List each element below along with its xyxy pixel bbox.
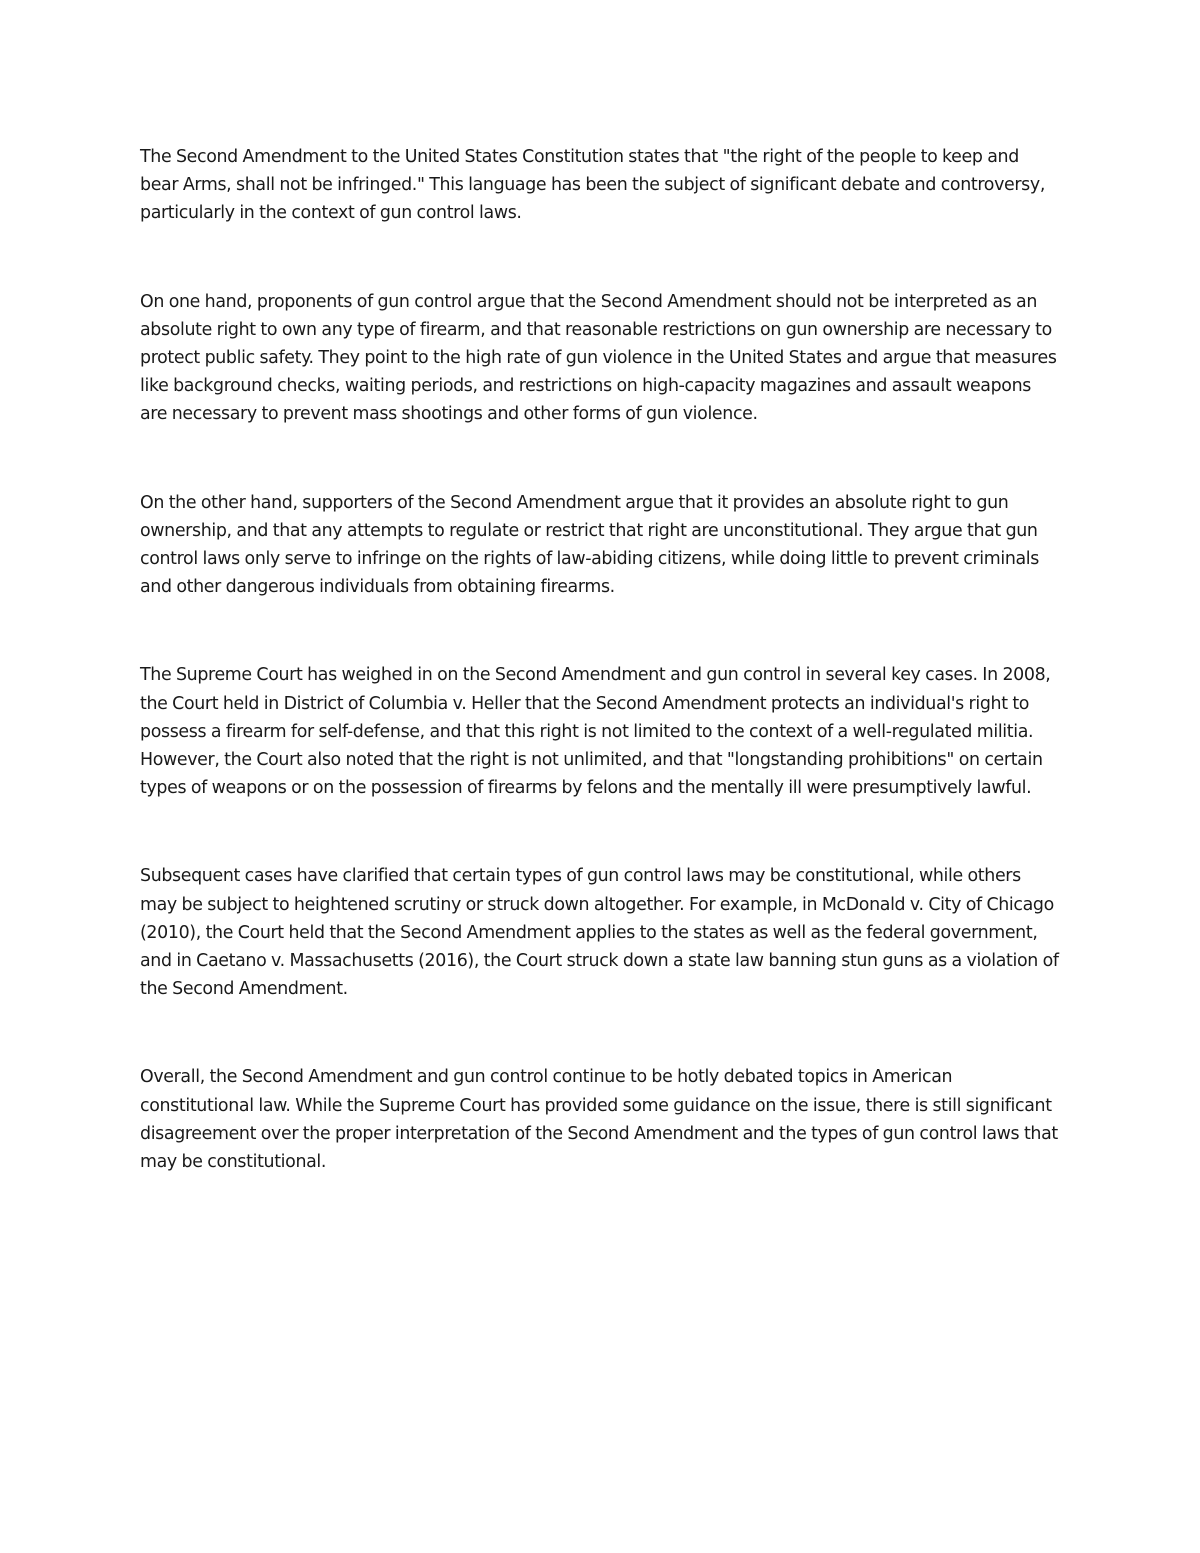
paragraph-conclusion: Overall, the Second Amendment and gun control continue to be hotly debated topics in American constitutional law. While the Supreme Court has provided some guidance on the issue, there is still significant disagreement over the proper interpretation of the Second Amendment and the types of gun control laws that may be constitutional. [140,1067,1058,1173]
paragraph-subsequent-cases: Subsequent cases have clarified that certain types of gun control laws may be constitutional, while others may be subject to heightened scrutiny or struck down altogether. For example, in McDonald v. City of Chicago (2010), the Court held that the Second Amendment applies to the states as well as the federal government, and in Caetano v. Massachusetts (2016), the Court struck down a state law banning stun guns as a violation of the Second Amendment. [140,866,1059,1000]
paragraph-proponents: On one hand, proponents of gun control argue that the Second Amendment should not be interpreted as an absolute right to own any type of firearm, and that reasonable restrictions on gun ownership are necessary to protect public safety. They point to the high rate of gun violence in the United States and argue that measures like background checks, waiting periods, and restrictions on high-capacity magazines and assault weapons are necessary to prevent mass shootings and other forms of gun violence. [140,291,1057,425]
paragraph-supporters: On the other hand, supporters of the Second Amendment argue that it provides an absolute right to gun ownership, and that any attempts to regulate or restrict that right are unconstitutional. They argue that gun control laws only serve to infringe on the rights of law-abiding citizens, while doing little to prevent criminals and other dangerous individuals from obtaining firearms. [140,492,1039,598]
paragraph-supreme-court: The Supreme Court has weighed in on the Second Amendment and gun control in several key cases. In 2008, the Court held in District of Columbia v. Heller that the Second Amendment protects an individual's right to possess a firearm for self-defense, and that this right is not limited to the context of a well-regulated militia. However, the Court also noted that the right is not unlimited, and that "longstanding prohibitions" on certain types of weapons or on the possession of firearms by felons and the mentally ill were presumptively lawful. [140,665,1051,799]
paragraph-intro: The Second Amendment to the United States Constitution states that "the right of the people to keep and bear Arms, shall not be infringed." This language has been the subject of significant debate and controversy, particularly in the context of gun control laws. [140,147,1045,224]
